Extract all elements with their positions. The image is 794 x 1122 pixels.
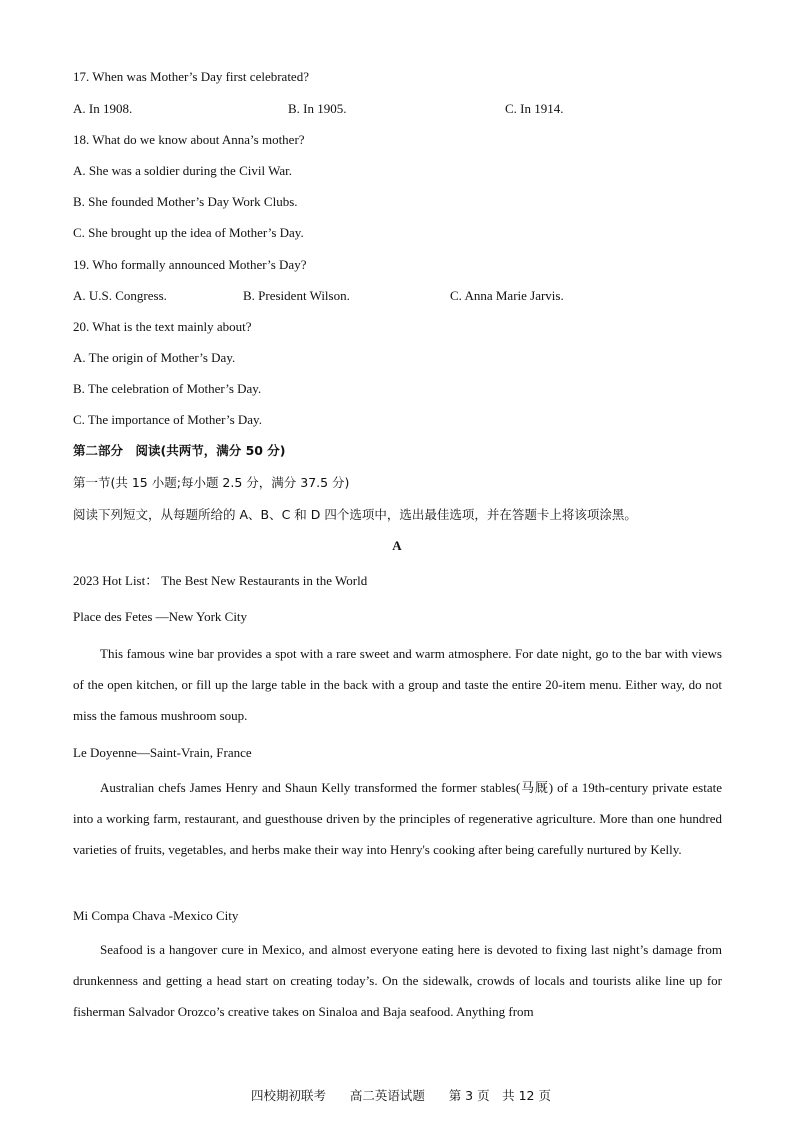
question-18: 18. What do we know about Anna’s mother? xyxy=(73,132,305,147)
question-17: 17. When was Mother’s Day first celebrated? xyxy=(73,69,309,84)
footer-exam: 四校期初联考 xyxy=(250,1088,326,1103)
subsection-title: 第一节(共 15 小题;每小题 2.5 分，满分 37.5 分) xyxy=(73,475,350,490)
page-footer xyxy=(0,1071,794,1104)
option-20c: C. The importance of Mother’s Day. xyxy=(73,412,262,427)
option-19b: B. President Wilson. xyxy=(243,288,350,303)
question-19: 19. Who formally announced Mother’s Day? xyxy=(73,257,307,272)
option-20a: A. The origin of Mother’s Day. xyxy=(73,350,236,365)
option-18c: C. She brought up the idea of Mother’s Day. xyxy=(73,225,304,240)
restaurant-2-heading: Le Doyenne—Saint-Vrain, France xyxy=(73,745,252,760)
instruction: 阅读下列短文，从每题所给的 A、B、C 和 D 四个选项中，选出最佳选项，并在答题卡上将该项涂黑。 xyxy=(73,507,637,522)
option-19a: A. U.S. Congress. xyxy=(73,288,167,303)
restaurant-3-text: Seafood is a hangover cure in Mexico, and almost everyone eating here is devoted to fixing last night’s damage from drunkenness and getting a head start on creating today’s. On the sidewalk, crowds of locals and tourists alike line up for fisherman Salvador Orozco’s creative takes on Sinaloa and Baja seafood. Anything from xyxy=(73,942,722,1019)
option-17a: A. In 1908. xyxy=(73,101,133,116)
option-17c: C. In 1914. xyxy=(505,101,564,116)
question-20: 20. What is the text mainly about? xyxy=(73,319,252,334)
part-title: 第二部分 阅读(共两节，满分 50 分) xyxy=(73,443,286,458)
footer-page-number: 第 3 页 共 12 页 xyxy=(448,1088,551,1103)
restaurant-1-heading: Place des Fetes —New York City xyxy=(73,609,248,624)
restaurant-3-heading: Mi Compa Chava -Mexico City xyxy=(73,908,239,923)
restaurant-1-text: This famous wine bar provides a spot with a rare sweet and warm atmosphere. For date night, go to the bar with views of the open kitchen, or fill up the large table in the back with a group and taste the entire 20-item menu. Either way, do not miss the famous mushroom soup. xyxy=(73,646,722,723)
option-17b: B. In 1905. xyxy=(288,101,347,116)
option-20b: B. The celebration of Mother’s Day. xyxy=(73,381,262,396)
passage-title: 2023 Hot List： The Best New Restaurants in the World xyxy=(73,573,368,588)
option-18b: B. She founded Mother’s Day Work Clubs. xyxy=(73,194,298,209)
passage-letter: A xyxy=(392,538,402,553)
option-18a: A. She was a soldier during the Civil War. xyxy=(73,163,292,178)
footer-subject: 高二英语试题 xyxy=(349,1088,425,1103)
restaurant-2-text: Australian chefs James Henry and Shaun Kelly transformed the former stables(马厩) of a 19th-century private estate into a working farm, restaurant, and guesthouse driven by the principles of regenerative agriculture. More than one hundred varieties of fruits, vegetables, and herbs make their way into Henry's cooking after being carefully nurtured by Kelly. xyxy=(73,780,722,857)
option-19c: C. Anna Marie Jarvis. xyxy=(450,288,564,303)
